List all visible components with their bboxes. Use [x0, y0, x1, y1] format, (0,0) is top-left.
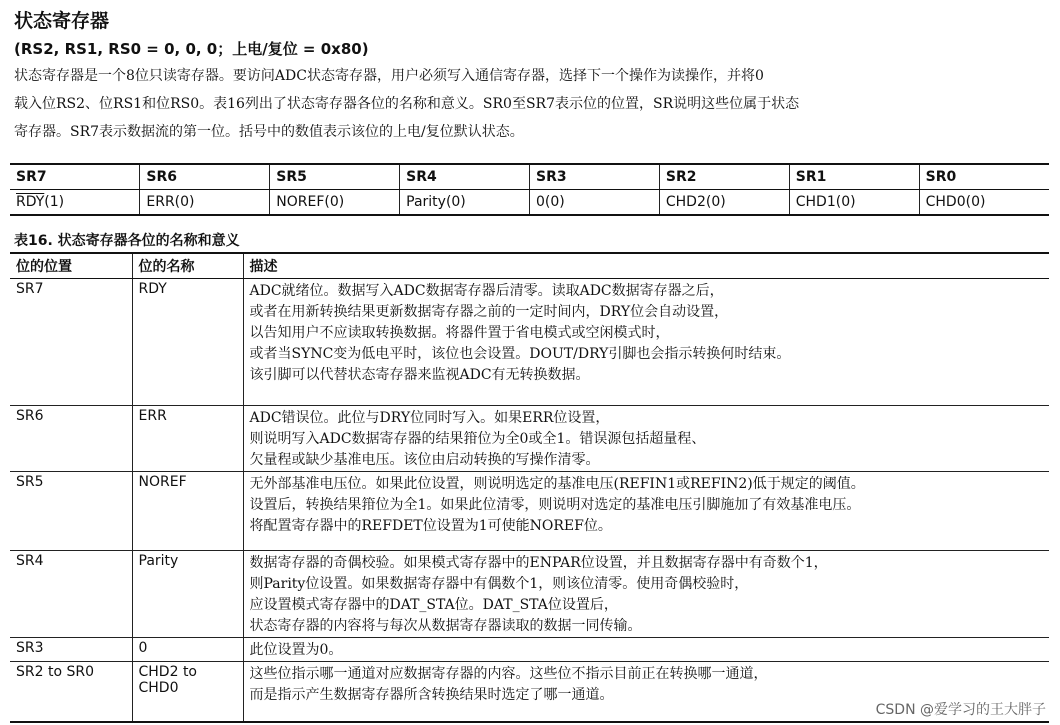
bit-name: CHD2 to CHD0 — [132, 662, 243, 722]
bit-value-rdy: $\overline{RDY}(1)$ — [16, 194, 65, 210]
desc-line: 则Parity位设置。如果数据寄存器中有偶数个1，则该位清零。使用奇偶校验时， — [249, 576, 749, 592]
desc-line: 数据寄存器的奇偶校验。如果模式寄存器中的ENPAR位设置，并且数据寄存器中有奇数个1， — [249, 555, 828, 571]
bit-value: CHD2(0) — [659, 190, 789, 216]
bit-name: ERR — [132, 406, 243, 472]
bit-name: 0 — [132, 638, 243, 662]
bit-position: SR4 — [10, 551, 132, 638]
bit-position: SR5 — [10, 472, 132, 551]
col-header-position: 位的位置 — [10, 253, 132, 279]
bit-header-row — [10, 164, 1049, 190]
bit-value: NOREF(0) — [270, 190, 400, 216]
col-header-description: 描述 — [243, 253, 1049, 279]
bit-header: SR7 — [10, 164, 140, 190]
bit-value — [10, 190, 140, 216]
bit-header: SR5 — [270, 164, 400, 190]
csdn-watermark: CSDN @爱学习的王大胖子 — [875, 702, 1046, 718]
bit-name: Parity — [132, 551, 243, 638]
desc-line: 应设置模式寄存器中的DAT_STA位。DAT_STA位设置后， — [249, 597, 618, 613]
bit-header: SR1 — [789, 164, 919, 190]
bit-position: SR2 to SR0 — [10, 662, 132, 722]
bit-value: Parity(0) — [400, 190, 530, 216]
bit-map-table — [10, 163, 1049, 216]
intro-paragraph — [14, 62, 1049, 146]
bit-description-table — [10, 252, 1049, 723]
bit-value: CHD0(0) — [919, 190, 1049, 216]
table-caption: 表16. 状态寄存器各位的名称和意义 — [14, 233, 240, 249]
bit-value: CHD1(0) — [789, 190, 919, 216]
desc-header-row — [10, 253, 1049, 279]
table-row — [10, 638, 1049, 662]
section-title: 状态寄存器 — [14, 10, 110, 32]
desc-line: 或者当SYNC变为低电平时，该位也会设置。DOUT/DRY引脚也会指示转换何时结束。 — [249, 346, 791, 362]
desc-line: 该引脚可以代替状态寄存器来监视ADC有无转换数据。 — [249, 367, 590, 383]
desc-line: 这些位指示哪一通道对应数据寄存器的内容。这些位不指示目前正在转换哪一通道， — [249, 666, 768, 682]
table-row — [10, 279, 1049, 406]
desc-line: ADC错误位。此位与DRY位同时写入。如果ERR位设置， — [249, 410, 610, 426]
bit-name: NOREF — [132, 472, 243, 551]
desc-line: ADC就绪位。数据写入ADC数据寄存器后清零。读取ADC数据寄存器之后， — [249, 283, 724, 299]
bit-header: SR0 — [919, 164, 1049, 190]
bit-header: SR2 — [659, 164, 789, 190]
col-header-name: 位的名称 — [132, 253, 243, 279]
bit-header: SR3 — [530, 164, 660, 190]
bit-description — [243, 472, 1049, 551]
desc-line: 无外部基准电压位。如果此位设置，则说明选定的基准电压(REFIN1或REFIN2)低于规定的阈值。 — [249, 476, 865, 492]
table-row — [10, 472, 1049, 551]
bit-description — [243, 279, 1049, 406]
bit-position: SR7 — [10, 279, 132, 406]
bit-value-row — [10, 190, 1049, 216]
bit-position: SR6 — [10, 406, 132, 472]
desc-line: 此位设置为0。 — [249, 642, 343, 658]
table-row — [10, 551, 1049, 638]
bit-description — [243, 406, 1049, 472]
desc-line: 将配置寄存器中的REFDET位设置为1可使能NOREF位。 — [249, 518, 612, 534]
bit-value: 0(0) — [530, 190, 660, 216]
bit-description — [243, 638, 1049, 662]
bit-value: ERR(0) — [140, 190, 270, 216]
intro-line: 载入位RS2、位RS1和位RS0。表16列出了状态寄存器各位的名称和意义。SR0至SR7表示位的位置，SR说明这些位属于状态 — [14, 96, 800, 112]
intro-line: 状态寄存器是一个8位只读寄存器。要访问ADC状态寄存器，用户必须写入通信寄存器，选择下一个操作为读操作，并将0 — [14, 68, 764, 84]
intro-line: 寄存器。SR7表示数据流的第一位。括号中的数值表示该位的上电/复位默认状态。 — [14, 124, 524, 140]
bit-position: SR3 — [10, 638, 132, 662]
desc-line: 或者在用新转换结果更新数据寄存器之前的一定时间内，DRY位会自动设置， — [249, 304, 729, 320]
desc-line: 则说明写入ADC数据寄存器的结果箝位为全0或全1。错误源包括超量程、 — [249, 431, 706, 447]
table-row — [10, 406, 1049, 472]
desc-line: 而是指示产生数据寄存器所含转换结果时选定了哪一通道。 — [249, 687, 614, 703]
register-subtitle: (RS2, RS1, RS0 = 0, 0, 0；上电/复位 = 0x80) — [14, 40, 369, 58]
bit-name: RDY — [132, 279, 243, 406]
bit-header: SR4 — [400, 164, 530, 190]
bit-description — [243, 551, 1049, 638]
desc-line: 状态寄存器的内容将与每次从数据寄存器读取的数据一同传输。 — [249, 618, 642, 634]
desc-line: 欠量程或缺少基准电压。该位由启动转换的写操作清零。 — [249, 452, 600, 468]
bit-header: SR6 — [140, 164, 270, 190]
desc-line: 以告知用户不应读取转换数据。将器件置于省电模式或空闲模式时， — [249, 325, 670, 341]
desc-line: 设置后，转换结果箝位为全1。如果此位清零，则说明对选定的基准电压引脚施加了有效基准电压。 — [249, 497, 861, 513]
